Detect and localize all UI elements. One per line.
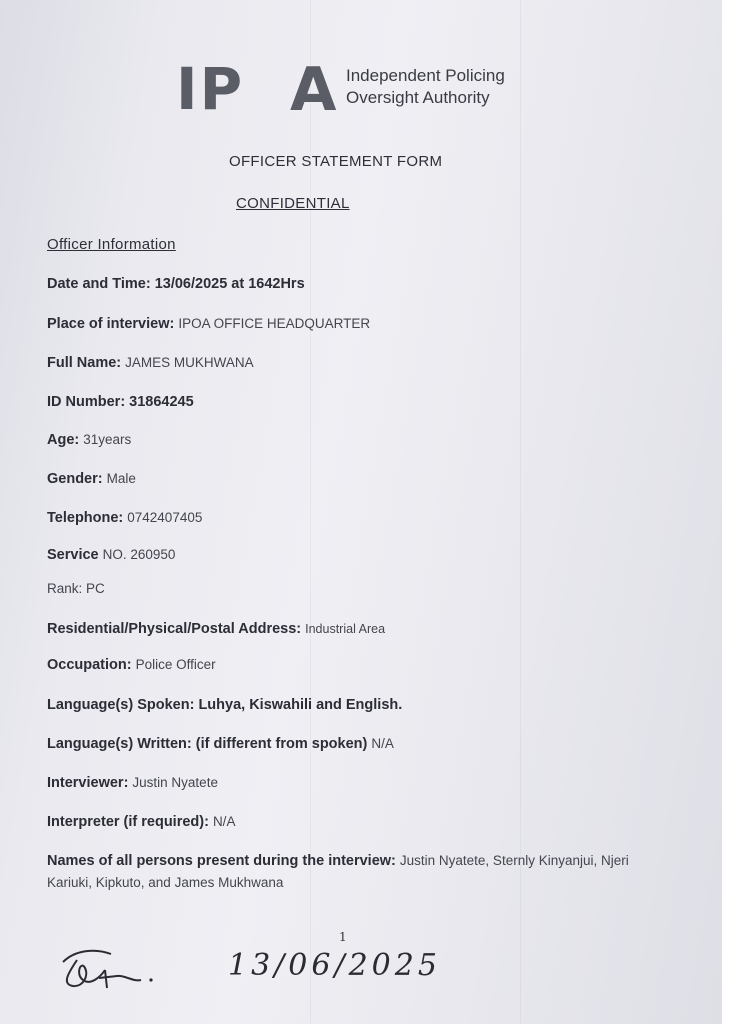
interviewer-row <box>47 775 218 791</box>
languages-written-row <box>47 736 394 752</box>
organization-line-1: Independent Policing <box>346 66 505 85</box>
id-number-label: ID Number: <box>47 394 126 410</box>
logo-letter-a: A <box>290 55 337 125</box>
organization-name <box>346 65 505 109</box>
place-row <box>47 316 370 332</box>
background-margin <box>722 0 731 1024</box>
id-number-value: 31864245 <box>129 394 194 410</box>
telephone-label: Telephone: <box>47 510 124 526</box>
occupation-label: Occupation: <box>47 657 132 673</box>
persons-present-row <box>47 850 657 894</box>
age-value: 31years <box>83 432 132 447</box>
languages-written-value: N/A <box>371 736 394 751</box>
place-label: Place of interview: <box>47 316 175 332</box>
age-label: Age: <box>47 432 80 448</box>
form-title: OFFICER STATEMENT FORM <box>229 153 443 170</box>
handwritten-date: 13/06/2025 <box>228 948 441 983</box>
persons-present-label: Names of all persons present during the interview: <box>47 853 396 869</box>
full-name-row <box>47 355 254 371</box>
address-row <box>47 621 385 637</box>
interviewer-value: Justin Nyatete <box>132 775 218 790</box>
address-value: Industrial Area <box>305 622 386 636</box>
date-time-row <box>47 276 305 292</box>
organization-line-2: Oversight Authority <box>346 88 490 107</box>
service-no-row <box>47 547 175 563</box>
service-no-value: NO. 260950 <box>102 547 176 562</box>
interpreter-label: Interpreter (if required): <box>47 814 209 830</box>
gender-row <box>47 471 136 487</box>
languages-written-label: Language(s) Written: (if different from spoken) <box>47 736 368 752</box>
languages-spoken-row <box>47 697 402 713</box>
occupation-row <box>47 657 216 673</box>
interpreter-row <box>47 814 235 830</box>
logo-letters: IP <box>176 55 245 123</box>
date-time-value: 13/06/2025 at 1642Hrs <box>154 276 305 292</box>
interpreter-value: N/A <box>212 814 236 829</box>
id-number-row <box>47 394 194 410</box>
languages-spoken-value: Luhya, Kiswahili and English. <box>198 697 403 713</box>
date-time-label: Date and Time: <box>47 276 151 292</box>
interviewer-label: Interviewer: <box>47 775 129 791</box>
rank-text: Rank: PC <box>47 581 105 596</box>
gender-value: Male <box>106 471 136 486</box>
persons-present-value: Justin Nyatete, Sternly Kinyanjui, Njeri Kariuki, Kipkuto, and James Mukhwana <box>47 853 629 890</box>
address-label: Residential/Physical/Postal Address: <box>47 621 302 637</box>
full-name-value: JAMES MUKHWANA <box>125 355 254 370</box>
languages-spoken-label: Language(s) Spoken: <box>47 697 195 713</box>
page-number: 1 <box>339 930 347 944</box>
section-title: Officer Information <box>47 236 176 253</box>
classification-label: CONFIDENTIAL <box>236 195 350 212</box>
occupation-value: Police Officer <box>135 657 216 672</box>
telephone-row <box>47 510 202 526</box>
signature <box>55 940 155 995</box>
rank-row <box>47 581 105 597</box>
telephone-value: 0742407405 <box>127 510 203 525</box>
service-no-label: Service <box>47 547 99 563</box>
gender-label: Gender: <box>47 471 103 487</box>
full-name-label: Full Name: <box>47 355 122 371</box>
place-value: IPOA OFFICE HEADQUARTER <box>178 316 371 331</box>
age-row <box>47 432 131 448</box>
